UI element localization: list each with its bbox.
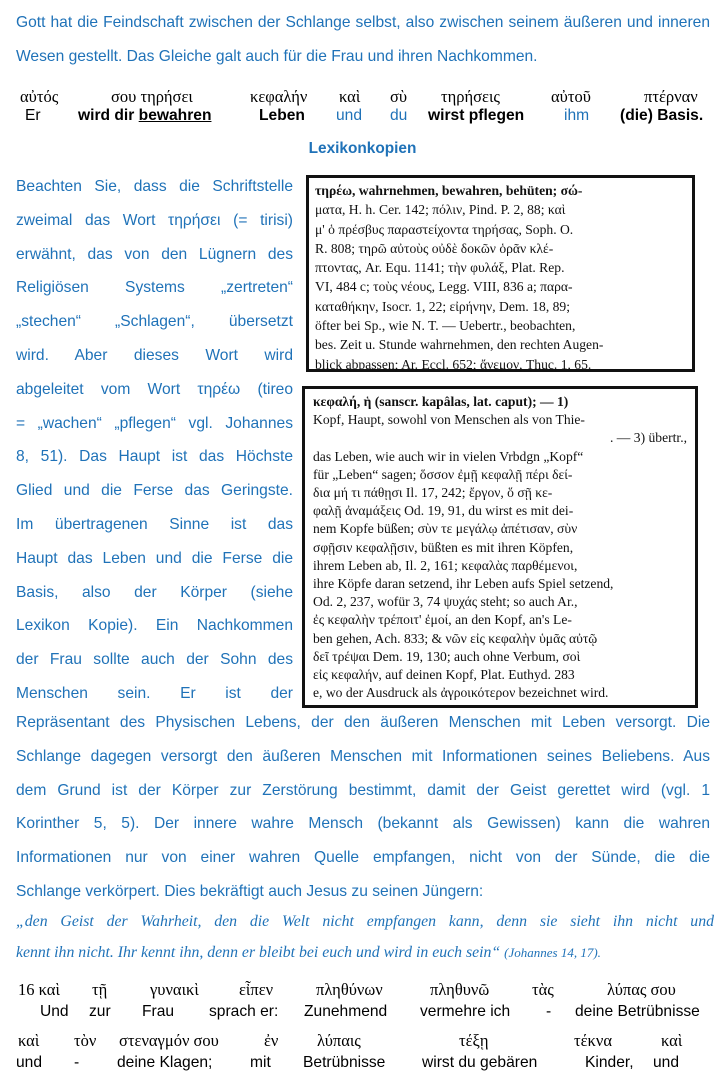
lexicon-line: σφῇσιν κεφαλῇσιν, büßten es mit ihren Köpfen, <box>313 539 574 555</box>
lexicon-line: τηρέω, wahrnehmen, bewahren, behüten; σώ- <box>315 183 583 198</box>
interlinear-verse-16-a <box>0 980 725 1023</box>
greek-word: κεφαλήν <box>250 87 308 106</box>
left-column-text <box>16 170 293 711</box>
quote-line <box>16 937 714 968</box>
german-word: wird dir <box>78 107 135 124</box>
german-word-group <box>78 107 211 125</box>
lexicon-line: blick abpassen; Ar. Eccl. 652; ἄνεμον, Thuc. 1, 65. <box>315 356 592 372</box>
german-word: vermehre ich <box>420 1003 511 1020</box>
greek-word: τῇ <box>92 980 108 999</box>
lexicon-line: öfter bei Sp., wie N. T. — Uebertr., beobachten, <box>315 318 576 334</box>
greek-word: λύπαις <box>317 1031 361 1050</box>
text-line: Korinther 5, 5). Der innere wahre Mensch (bekannt als Gewissen) kann die wahren <box>16 815 710 833</box>
lexicon-entry-kephale <box>302 386 698 708</box>
german-word: - <box>546 1003 552 1020</box>
text-line: = „wachen“ „pflegen“ vgl. Johannes <box>16 414 293 432</box>
german-word: und <box>336 107 363 124</box>
german-word: wirst pflegen <box>428 107 525 124</box>
lexicon-line: ben gehen, Ach. 833; & νῶν εἰς κεφαλὴν ὑμᾶς αὐτῷ <box>313 630 598 646</box>
text-line: Haupt das Leben und die Ferse die <box>16 549 293 567</box>
quote-text: kennt ihn nicht. Ihr kennt ihn, denn er bleibt bei euch und wird in euch sein“ <box>16 944 501 961</box>
lexicon-line: ihrem Leben ab, Il. 2, 161; κεφαλὰς παρθέμενοι, <box>313 557 578 573</box>
german-word: zur <box>89 1003 111 1020</box>
text-line: abgeleitet vom Wort τηρέω (tireo <box>16 380 293 398</box>
intro-paragraph: Gott hat die Feindschaft zwischen der Schlange selbst, also zwischen seinem äußeren und inneren Wesen gestellt. Das Gleiche galt auch für die Frau und ihren Nachkommen. <box>16 14 710 65</box>
quote-reference: (Johannes 14, 17). <box>504 945 601 960</box>
text-line: erwähnt, das von den Lügnern des <box>16 245 293 263</box>
text-line: Informationen nur von einer wahren Quelle empfangen, nicht von der Sünde, die die <box>16 849 710 867</box>
lexicon-line: καταθήκην, Isocr. 1, 22; εἰρήνην, Dem. 18, 89; <box>315 298 570 314</box>
lexicon-line: für „Leben“ sagen; ὅσσον ἐμῇ κεφαλῇ πέρι δεί- <box>313 466 573 482</box>
text-line: Im übertragenen Sinne ist das <box>16 515 293 533</box>
greek-word: αὐτός <box>20 87 59 106</box>
lexicon-line: bes. Zeit u. Stunde wahrnehmen, den rechten Augen- <box>315 337 604 353</box>
german-word-basis: (die) Basis <box>620 107 699 124</box>
lexicon-line: φαλῇ ἀναμάξεις Od. 19, 91, du wirst es mit dei- <box>313 503 574 519</box>
lexicon-line: e, wo der Ausdruck als ἀγροικότερον bezeichnet wird. <box>313 685 609 701</box>
lexicon-line: VI, 484 c; τοὺς νέους, Legg. VIII, 836 a; παρα- <box>315 279 573 295</box>
greek-word: πληθυνῶ <box>430 980 490 999</box>
text-line: Religiösen Systems „zertreten“ <box>16 279 293 297</box>
greek-word: καὶ <box>661 1031 683 1050</box>
lexicon-entry-tereo <box>306 175 695 372</box>
greek-word: εἶπεν <box>239 980 274 999</box>
greek-word: πληθύνων <box>316 980 383 999</box>
greek-word: γυναικὶ <box>150 980 199 999</box>
greek-word: τὰς <box>532 980 554 999</box>
lexicon-line: ἐς κεφαλὴν τρέποιτ' ἐμοί, an den Kopf, an's Le- <box>313 612 572 628</box>
german-word: Betrübnisse <box>303 1054 386 1071</box>
text-line: der Frau sollte auch der Sohn des <box>16 651 293 669</box>
german-word: sprach er: <box>209 1003 279 1020</box>
lexicon-line: εἰς κεφαλήν, auf deinen Kopf, Plat. Euthyd. 283 <box>313 667 575 683</box>
text-line: zweimal das Wort τηρήσει (= tirisi) <box>16 211 293 229</box>
german-word: Und <box>40 1003 69 1020</box>
period: . <box>698 107 704 124</box>
greek-word: τέξῃ <box>459 1031 489 1050</box>
german-word: Kinder, <box>585 1054 634 1071</box>
german-word: Zunehmend <box>304 1003 388 1020</box>
german-word: Er <box>25 107 41 124</box>
german-word <box>620 107 703 125</box>
text-line: Repräsentant des Physischen Lebens, der den äußeren Menschen mit Leben versorgt. Die <box>16 714 710 731</box>
text-line: Beachten Sie, dass die Schriftstelle <box>16 178 293 195</box>
text-line: Lexikon Kopie). Ein Nachkommen <box>16 617 293 635</box>
greek-word: καὶ <box>18 1031 40 1050</box>
german-word: deine Klagen; <box>117 1054 213 1071</box>
lexicon-line: ματα, H. h. Cer. 142; πόλιν, Pind. P. 2, 88; καὶ <box>315 202 566 218</box>
lexicon-line: δια μή τι πάθῃσι Il. 17, 242; ἔργον, ὅ σῇ κε- <box>313 485 553 501</box>
lexicon-line: Od. 2, 237, wofür 3, 74 ψυχάς steht; so auch Ar., <box>313 594 578 610</box>
text-line: „stechen“ „Schlagen“, übersetzt <box>16 313 293 331</box>
greek-word: 16 καὶ <box>18 980 60 999</box>
lexicon-line: nem Kopfe büßen; σὺν τε μεγάλῳ ἀπέτισαν, σὺν <box>313 521 578 537</box>
german-word: - <box>74 1054 80 1071</box>
bottom-paragraph <box>16 706 710 909</box>
greek-word: σου τηρήσει <box>111 87 193 106</box>
lexicon-line: das Leben, wie auch wir in vielen Vrbdgn „Kopf“ <box>313 448 584 464</box>
text-line: wird. Aber dieses Wort wird <box>16 346 293 364</box>
text-line: Glied und die Ferse das Geringste. <box>16 482 293 500</box>
text-line: dem Grund ist der Körper zur Zerstörung bestimmt, damit der Geist gerettet wird (vgl. 1 <box>16 781 710 799</box>
german-word: Frau <box>142 1003 175 1020</box>
lexicon-line: κεφαλή, ἡ (sanscr. kapâlas, lat. caput); — 1) <box>313 394 569 409</box>
interlinear-verse-15 <box>0 87 725 127</box>
quote-line: „den Geist der Wahrheit, den die Welt nicht empfangen kann, denn sie sieht ihn nicht und <box>16 913 714 930</box>
text-line: Menschen sein. Er ist der <box>16 684 293 702</box>
interlinear-verse-16-b <box>0 1031 725 1074</box>
german-word: und <box>16 1054 43 1071</box>
german-word: du <box>390 107 408 124</box>
greek-word: τέκνα <box>574 1031 612 1050</box>
greek-word: ἐν <box>264 1031 279 1050</box>
lexicon-line: πτοντας, Ar. Equ. 1141; τὴν φυλάξ, Plat. Rep. <box>315 260 565 276</box>
lexicon-line: μ' ὁ πρέσβυς παραστείχοντα τηρήσας, Soph. O. <box>315 221 574 237</box>
greek-word: τὸν <box>74 1031 97 1050</box>
german-word-underlined: bewahren <box>138 107 212 124</box>
lexicon-line: δεῖ τρέψαι Dem. 19, 130; auch ohne Verbum, σοὶ <box>313 648 581 664</box>
greek-word: αὐτοῦ <box>551 87 591 106</box>
greek-word: πτέρναν <box>644 87 698 106</box>
text-line: 8, 51). Das Haupt ist das Höchste <box>16 448 293 466</box>
german-word: ihm <box>564 107 590 124</box>
german-word: mit <box>250 1054 271 1071</box>
greek-word: λύπας σου <box>607 980 676 999</box>
bible-quote <box>16 906 714 968</box>
lexicon-line: Kopf, Haupt, sowohl von Menschen als von Thie- <box>313 412 585 428</box>
greek-word: σὺ <box>390 87 408 106</box>
text-line: Basis, also der Körper (siehe <box>16 583 293 601</box>
greek-word: στεναγμόν σου <box>119 1031 219 1050</box>
text-line: Schlange dagegen versorgt den äußeren Menschen mit Informationen seines Beliebens. Aus <box>16 747 710 765</box>
lexicon-heading: Lexikonkopien <box>308 140 417 157</box>
german-word: Leben <box>259 107 305 124</box>
text-line: Schlange verkörpert. Dies bekräftigt auch Jesus zu seinen Jüngern: <box>16 882 484 900</box>
lexicon-line: R. 808; τηρῶ αὐτοὺς οὐδὲ δοκῶν ὁρᾶν κλέ- <box>315 240 554 256</box>
greek-word: καὶ <box>339 87 361 106</box>
german-word: und <box>653 1054 680 1071</box>
lexicon-line: ihre Köpfe daran setzend, ihr Leben aufs Spiel setzend, <box>313 576 614 592</box>
german-word: wirst du gebären <box>422 1054 538 1071</box>
lexicon-line: . — 3) übertr., <box>609 430 687 446</box>
greek-word: τηρήσεις <box>441 87 500 106</box>
german-word: deine Betrübnisse <box>575 1003 700 1020</box>
